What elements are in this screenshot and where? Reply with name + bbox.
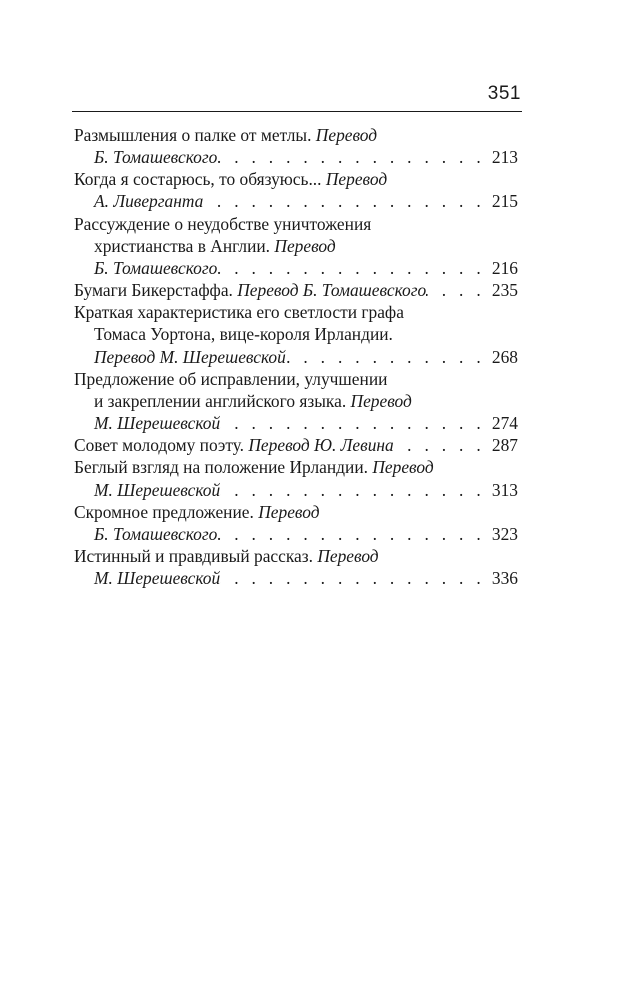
dot-leader — [220, 479, 488, 501]
toc-line-text — [94, 146, 217, 168]
toc-line-text — [74, 501, 320, 523]
toc-translator-text: Б. Томашевского — [94, 257, 218, 278]
toc-page-number: 323 — [491, 523, 518, 544]
toc-translator-text: Перевод — [274, 235, 336, 256]
toc-translator-text: Перевод — [258, 501, 320, 522]
toc-title-text: Томаса Уортона, вице-короля Ирландии. — [94, 324, 393, 345]
toc-page-number: 216 — [491, 257, 518, 278]
toc-line — [74, 567, 518, 589]
toc-translator-text: Б. Томашевского — [94, 523, 218, 544]
toc-line — [74, 434, 518, 456]
toc-line — [74, 190, 518, 212]
dot-leader — [217, 146, 488, 168]
toc-line-text — [94, 390, 412, 412]
toc-page-number: 268 — [491, 346, 518, 367]
toc-line-text — [74, 301, 404, 323]
toc-line-text — [94, 190, 203, 212]
dot-leader — [203, 190, 488, 212]
toc-line-text — [74, 545, 379, 567]
dot-leader — [217, 257, 488, 279]
toc-entry — [74, 279, 518, 301]
header-rule — [72, 111, 522, 112]
toc-line-text — [94, 346, 286, 368]
toc-line — [74, 346, 518, 368]
toc-page-number: 215 — [491, 191, 518, 212]
toc-line — [74, 412, 518, 434]
toc-translator-text: Перевод Б. Томашевского — [237, 280, 427, 301]
toc-title-text: Скромное предложение. — [74, 501, 259, 522]
toc-line — [74, 323, 518, 345]
dot-leader — [217, 523, 488, 545]
toc-line-text — [94, 323, 393, 345]
toc-translator-text: А. Ливерганта — [94, 191, 204, 212]
toc-title-text: и закреплении английского языка. — [94, 390, 351, 411]
toc-title-text: Истинный и правдивый рассказ. — [74, 545, 318, 566]
dot-leader — [220, 412, 488, 434]
toc-page-number: 235 — [491, 280, 518, 301]
toc-translator-text: М. Шерешевской — [94, 413, 221, 434]
toc-translator-text: Перевод — [372, 457, 434, 478]
toc-line — [74, 235, 518, 257]
toc-entry — [74, 501, 518, 545]
table-of-contents — [74, 124, 518, 589]
toc-translator-text: Перевод — [350, 390, 412, 411]
toc-translator-text: Перевод М. Шерешевской — [94, 346, 286, 367]
toc-title-text: Краткая характеристика его светлости графа — [74, 302, 404, 323]
toc-line-text — [94, 235, 336, 257]
toc-title-text: Бумаги Бикерстаффа. — [74, 280, 238, 301]
toc-line-text — [94, 523, 217, 545]
toc-line — [74, 213, 518, 235]
toc-line — [74, 501, 518, 523]
toc-entry — [74, 456, 518, 500]
dot-leader — [286, 346, 488, 368]
toc-line-text — [74, 368, 387, 390]
toc-entry — [74, 168, 518, 212]
toc-line-text — [74, 456, 434, 478]
toc-translator-text: Перевод — [317, 545, 379, 566]
dot-leader — [426, 279, 488, 301]
toc-entry — [74, 301, 518, 367]
toc-translator-text: Перевод — [325, 169, 388, 190]
page-number: 351 — [487, 83, 521, 104]
toc-title-text: Размышления о палке от метлы. — [74, 125, 316, 145]
toc-line-text — [94, 412, 220, 434]
toc-title-text: Рассуждение о неудобстве уничтожения — [74, 213, 372, 234]
toc-translator-text: М. Шерешевской — [94, 568, 221, 589]
toc-line — [74, 390, 518, 412]
toc-line — [74, 257, 518, 279]
toc-translator-text: Б. Томашевского — [94, 147, 218, 168]
toc-line — [74, 479, 518, 501]
toc-page-number: 213 — [491, 147, 518, 168]
toc-line-text — [74, 213, 371, 235]
toc-translator-text: Перевод Ю. Левина — [248, 435, 394, 456]
toc-line — [74, 368, 518, 390]
toc-line-text — [94, 567, 220, 589]
toc-translator-text: М. Шерешевской — [94, 479, 221, 500]
toc-page-number: 313 — [491, 479, 518, 500]
toc-line-text — [74, 279, 426, 301]
toc-entry — [74, 213, 518, 279]
toc-page-number: 336 — [491, 568, 518, 589]
toc-entry — [74, 368, 518, 434]
toc-title-text: Совет молодому поэту. — [74, 435, 249, 456]
dot-leader — [394, 434, 488, 456]
toc-line — [74, 279, 518, 301]
toc-line-text — [74, 168, 387, 190]
toc-line-text — [74, 434, 394, 456]
toc-translator-text: Перевод — [315, 125, 378, 145]
toc-line-text — [94, 479, 220, 501]
toc-page-number: 274 — [491, 413, 518, 434]
toc-line — [74, 456, 518, 478]
dot-leader — [220, 567, 488, 589]
toc-title-text: Когда я состарюсь, то обязуюсь... — [74, 169, 326, 190]
toc-title-text: Предложение об исправлении, улучшении — [74, 368, 388, 389]
toc-line — [74, 146, 518, 168]
toc-title-text: христианства в Англии. — [94, 235, 275, 256]
toc-line — [74, 168, 518, 190]
toc-line — [74, 545, 518, 567]
toc-line — [74, 523, 518, 545]
toc-entry — [74, 124, 518, 168]
toc-line — [74, 301, 518, 323]
toc-entry — [74, 434, 518, 456]
toc-entry — [74, 545, 518, 589]
toc-line-text — [94, 257, 217, 279]
toc-line — [74, 124, 518, 146]
toc-line-text — [74, 124, 377, 146]
toc-title-text: Беглый взгляд на положение Ирландии. — [74, 457, 373, 478]
toc-page-number: 287 — [491, 435, 518, 456]
